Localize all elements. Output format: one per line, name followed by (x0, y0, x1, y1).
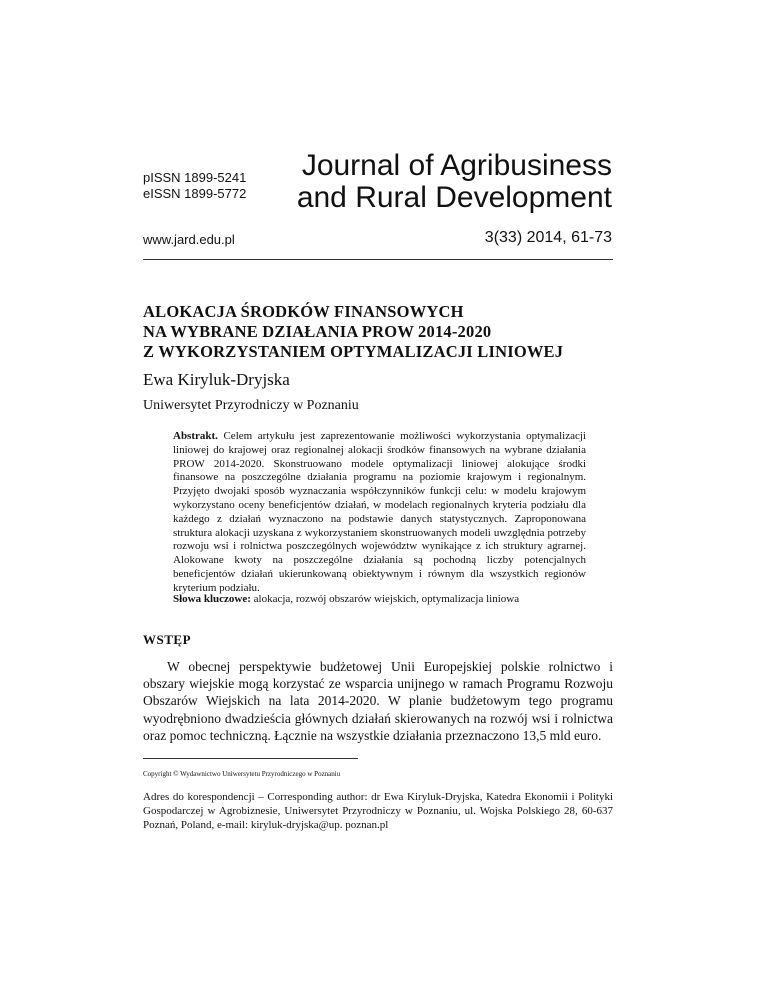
journal-title-line1: Journal of Agribusiness (301, 149, 612, 182)
journal-website: www.jard.edu.pl (143, 232, 235, 247)
header-divider (143, 259, 613, 260)
article-title (143, 302, 623, 362)
title-line1: ALOKACJA ŚRODKÓW FINANSOWYCH (143, 302, 464, 321)
pissn: pISSN 1899-5241 (143, 170, 247, 185)
eissn: eISSN 1899-5772 (143, 186, 247, 201)
keywords-text: alokacja, rozwój obszarów wiejskich, optymalizacja liniowa (253, 593, 520, 605)
footnote-divider (143, 758, 358, 759)
title-line2: NA WYBRANE DZIAŁANIA PROW 2014-2020 (143, 322, 492, 341)
section-heading: WSTĘP (143, 632, 192, 647)
title-line3: Z WYKORZYSTANIEM OPTYMALIZACJI LINIOWEJ (143, 342, 564, 361)
keywords-label: Słowa kluczowe: (173, 593, 251, 605)
issn-block (143, 170, 246, 202)
author-affiliation: Uniwersytet Przyrodniczy w Poznaniu (143, 398, 359, 413)
keywords (173, 592, 586, 606)
intro-paragraph: W obecnej perspektywie budżetowej Unii Europejskiej polskie rolnictwo i obszary wiejskie mogą korzystać ze wsparcia unijnego w ramach Programu Rozwoju Obszarów Wiejskich na lata 2014-2020. W planie budżetowym tego programu wyodrębniono dwadzieścia głównych działań skierowanych na rozwój wsi i rolnictwa oraz pomoc techniczną. Łącznie na wszystkie działania przeznaczono 13,5 mld euro. (143, 659, 613, 743)
copyright-notice: Copyright © Wydawnictwo Uniwersytetu Przyrodniczego w Poznaniu (143, 770, 341, 778)
journal-title-line2: and Rural Development (296, 181, 612, 214)
volume-pages: 3(33) 2014, 61-73 (484, 229, 612, 246)
abstract (173, 430, 586, 596)
correspondence-address: Adres do korespondencji – Corresponding author: dr Ewa Kiryluk-Dryjska, Katedra Ekonomii i Polityki Gospodarczej w Agrobiznesie, Uniwersytet Przyrodniczy w Poznaniu, ul. Wojska Polskiego 28, 60-637 Poznań, Poland, e-mail: kiryluk-dryjska@up. poznan.pl (143, 791, 613, 831)
abstract-text: Celem artykułu jest zaprezentowanie możliwości wykorzystania optymalizacji liniowej do krajowej oraz regionalnej alokacji środków finansowych na wybrane działania PROW 2014-2020. Skonstruowano modele optymalizacji liniowej alokujące środki finansowe na poszczególne działania programu na poziomie krajowym i regionalnym. Przyjęto dwojaki sposób wyznaczania współczynników funkcji celu: w modelu krajowym wykorzystano oceny beneficjentów działań, w modelach regionalnych kryteria podziału dla każdego z działań wyznaczono na podstawie danych statystycznych. Zaproponowana struktura alokacji uzyskana z wykorzystaniem skonstruowanych modeli uwzględnia potrzeby rozwoju wsi i rolnictwa poszczególnych województw wynikające z ich struktury agrarnej. Alokowane kwoty na poszczególne działania są pochodną liczby potencjalnych beneficjentów działań ukierunkowaną obiektywnym i równym dla wszystkich regionów kryterium podziału. (173, 430, 586, 594)
author-name: Ewa Kiryluk-Dryjska (143, 370, 290, 389)
journal-title (297, 150, 612, 214)
abstract-label: Abstrakt. (173, 430, 218, 442)
